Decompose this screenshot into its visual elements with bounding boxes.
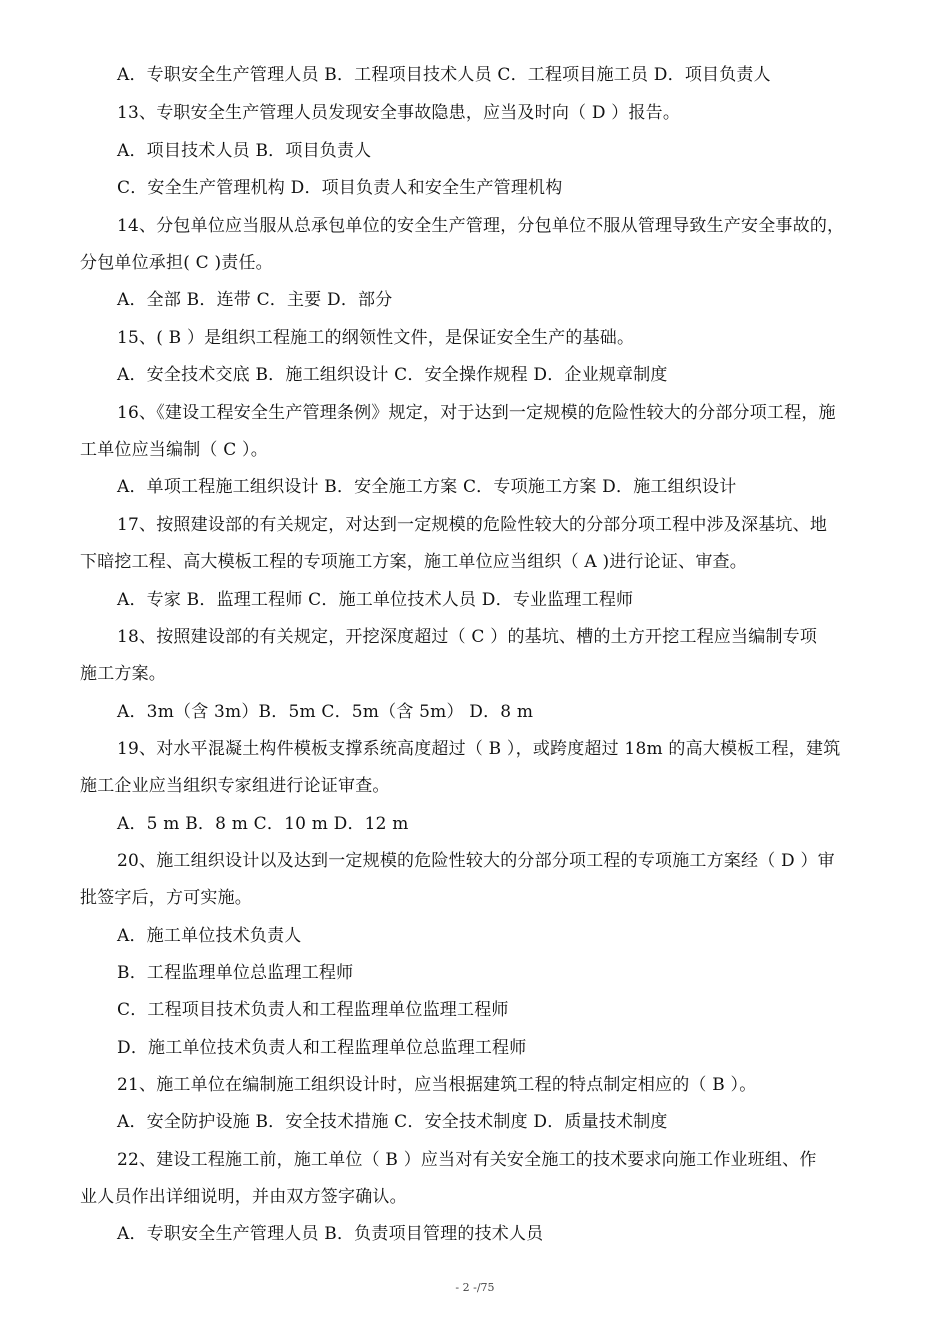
question-continuation: 工单位应当编制（ C ）。 [80,440,268,460]
question-continuation: 施工方案。 [80,664,166,684]
question-continuation: 下暗挖工程、高大模板工程的专项施工方案，施工单位应当组织（ A )进行论证、审查。 [80,552,747,572]
question-continuation: 施工企业应当组织专家组进行论证审查。 [80,776,390,796]
option-line: A．施工单位技术负责人 [117,926,302,946]
question-continuation: 业人员作出详细说明，并由双方签字确认。 [80,1187,407,1207]
option-line: A．项目技术人员 B．项目负责人 [117,141,372,161]
option-line: A．5 m B．8 m C．10 m D．12 m [117,814,409,834]
question-line: 13、专职安全生产管理人员发现安全事故隐患，应当及时向（ D ）报告。 [117,103,681,123]
option-line: A．安全防护设施 B．安全技术措施 C．安全技术制度 D．质量技术制度 [117,1112,668,1132]
question-line: 18、按照建设部的有关规定，开挖深度超过（ C ）的基坑、槽的土方开挖工程应当编制专项 [117,627,818,647]
option-line: A．专家 B．监理工程师 C．施工单位技术人员 D．专业监理工程师 [117,590,634,610]
option-line: C．工程项目技术负责人和工程监理单位监理工程师 [117,1000,509,1020]
question-line: 17、按照建设部的有关规定，对达到一定规模的危险性较大的分部分项工程中涉及深基坑、地 [117,515,828,535]
option-line: C．安全生产管理机构 D．项目负责人和安全生产管理机构 [117,178,563,198]
question-line: 22、建设工程施工前，施工单位（ B ）应当对有关安全施工的技术要求向施工作业班组、作 [117,1150,817,1170]
question-continuation: 分包单位承担( C )责任。 [80,253,273,273]
option-line: A．安全技术交底 B．施工组织设计 C．安全操作规程 D．企业规章制度 [117,365,668,385]
question-line: 19、对水平混凝土构件模板支撑系统高度超过（ B ），或跨度超过 18m 的高大模板工程，建筑 [117,739,841,759]
option-line: B．工程监理单位总监理工程师 [117,963,354,983]
question-continuation: 批签字后，方可实施。 [80,888,252,908]
question-line: 16、《建设工程安全生产管理条例》规定，对于达到一定规模的危险性较大的分部分项工程，施 [117,403,836,423]
question-line: 21、施工单位在编制施工组织设计时，应当根据建筑工程的特点制定相应的（ B ）。 [117,1075,757,1095]
option-line: D．施工单位技术负责人和工程监理单位总监理工程师 [117,1038,527,1058]
question-line: 20、施工组织设计以及达到一定规模的危险性较大的分部分项工程的专项施工方案经（ D ）审 [117,851,835,871]
option-line: A．全部 B．连带 C．主要 D．部分 [117,290,393,310]
question-line: 15、( B ）是组织工程施工的纲领性文件，是保证安全生产的基础。 [117,328,635,348]
option-line: A．专职安全生产管理人员 B．工程项目技术人员 C．工程项目施工员 D．项目负责人 [117,65,771,85]
page-number-footer: - 2 -/75 [455,1281,495,1294]
option-line: A．专职安全生产管理人员 B．负责项目管理的技术人员 [117,1224,544,1244]
option-line: A．3m（含 3m）B．5m C．5m（含 5m） D．8 m [117,702,534,722]
option-line: A．单项工程施工组织设计 B．安全施工方案 C．专项施工方案 D．施工组织设计 [117,477,737,497]
question-line: 14、分包单位应当服从总承包单位的安全生产管理，分包单位不服从管理导致生产安全事故的， [117,216,845,236]
